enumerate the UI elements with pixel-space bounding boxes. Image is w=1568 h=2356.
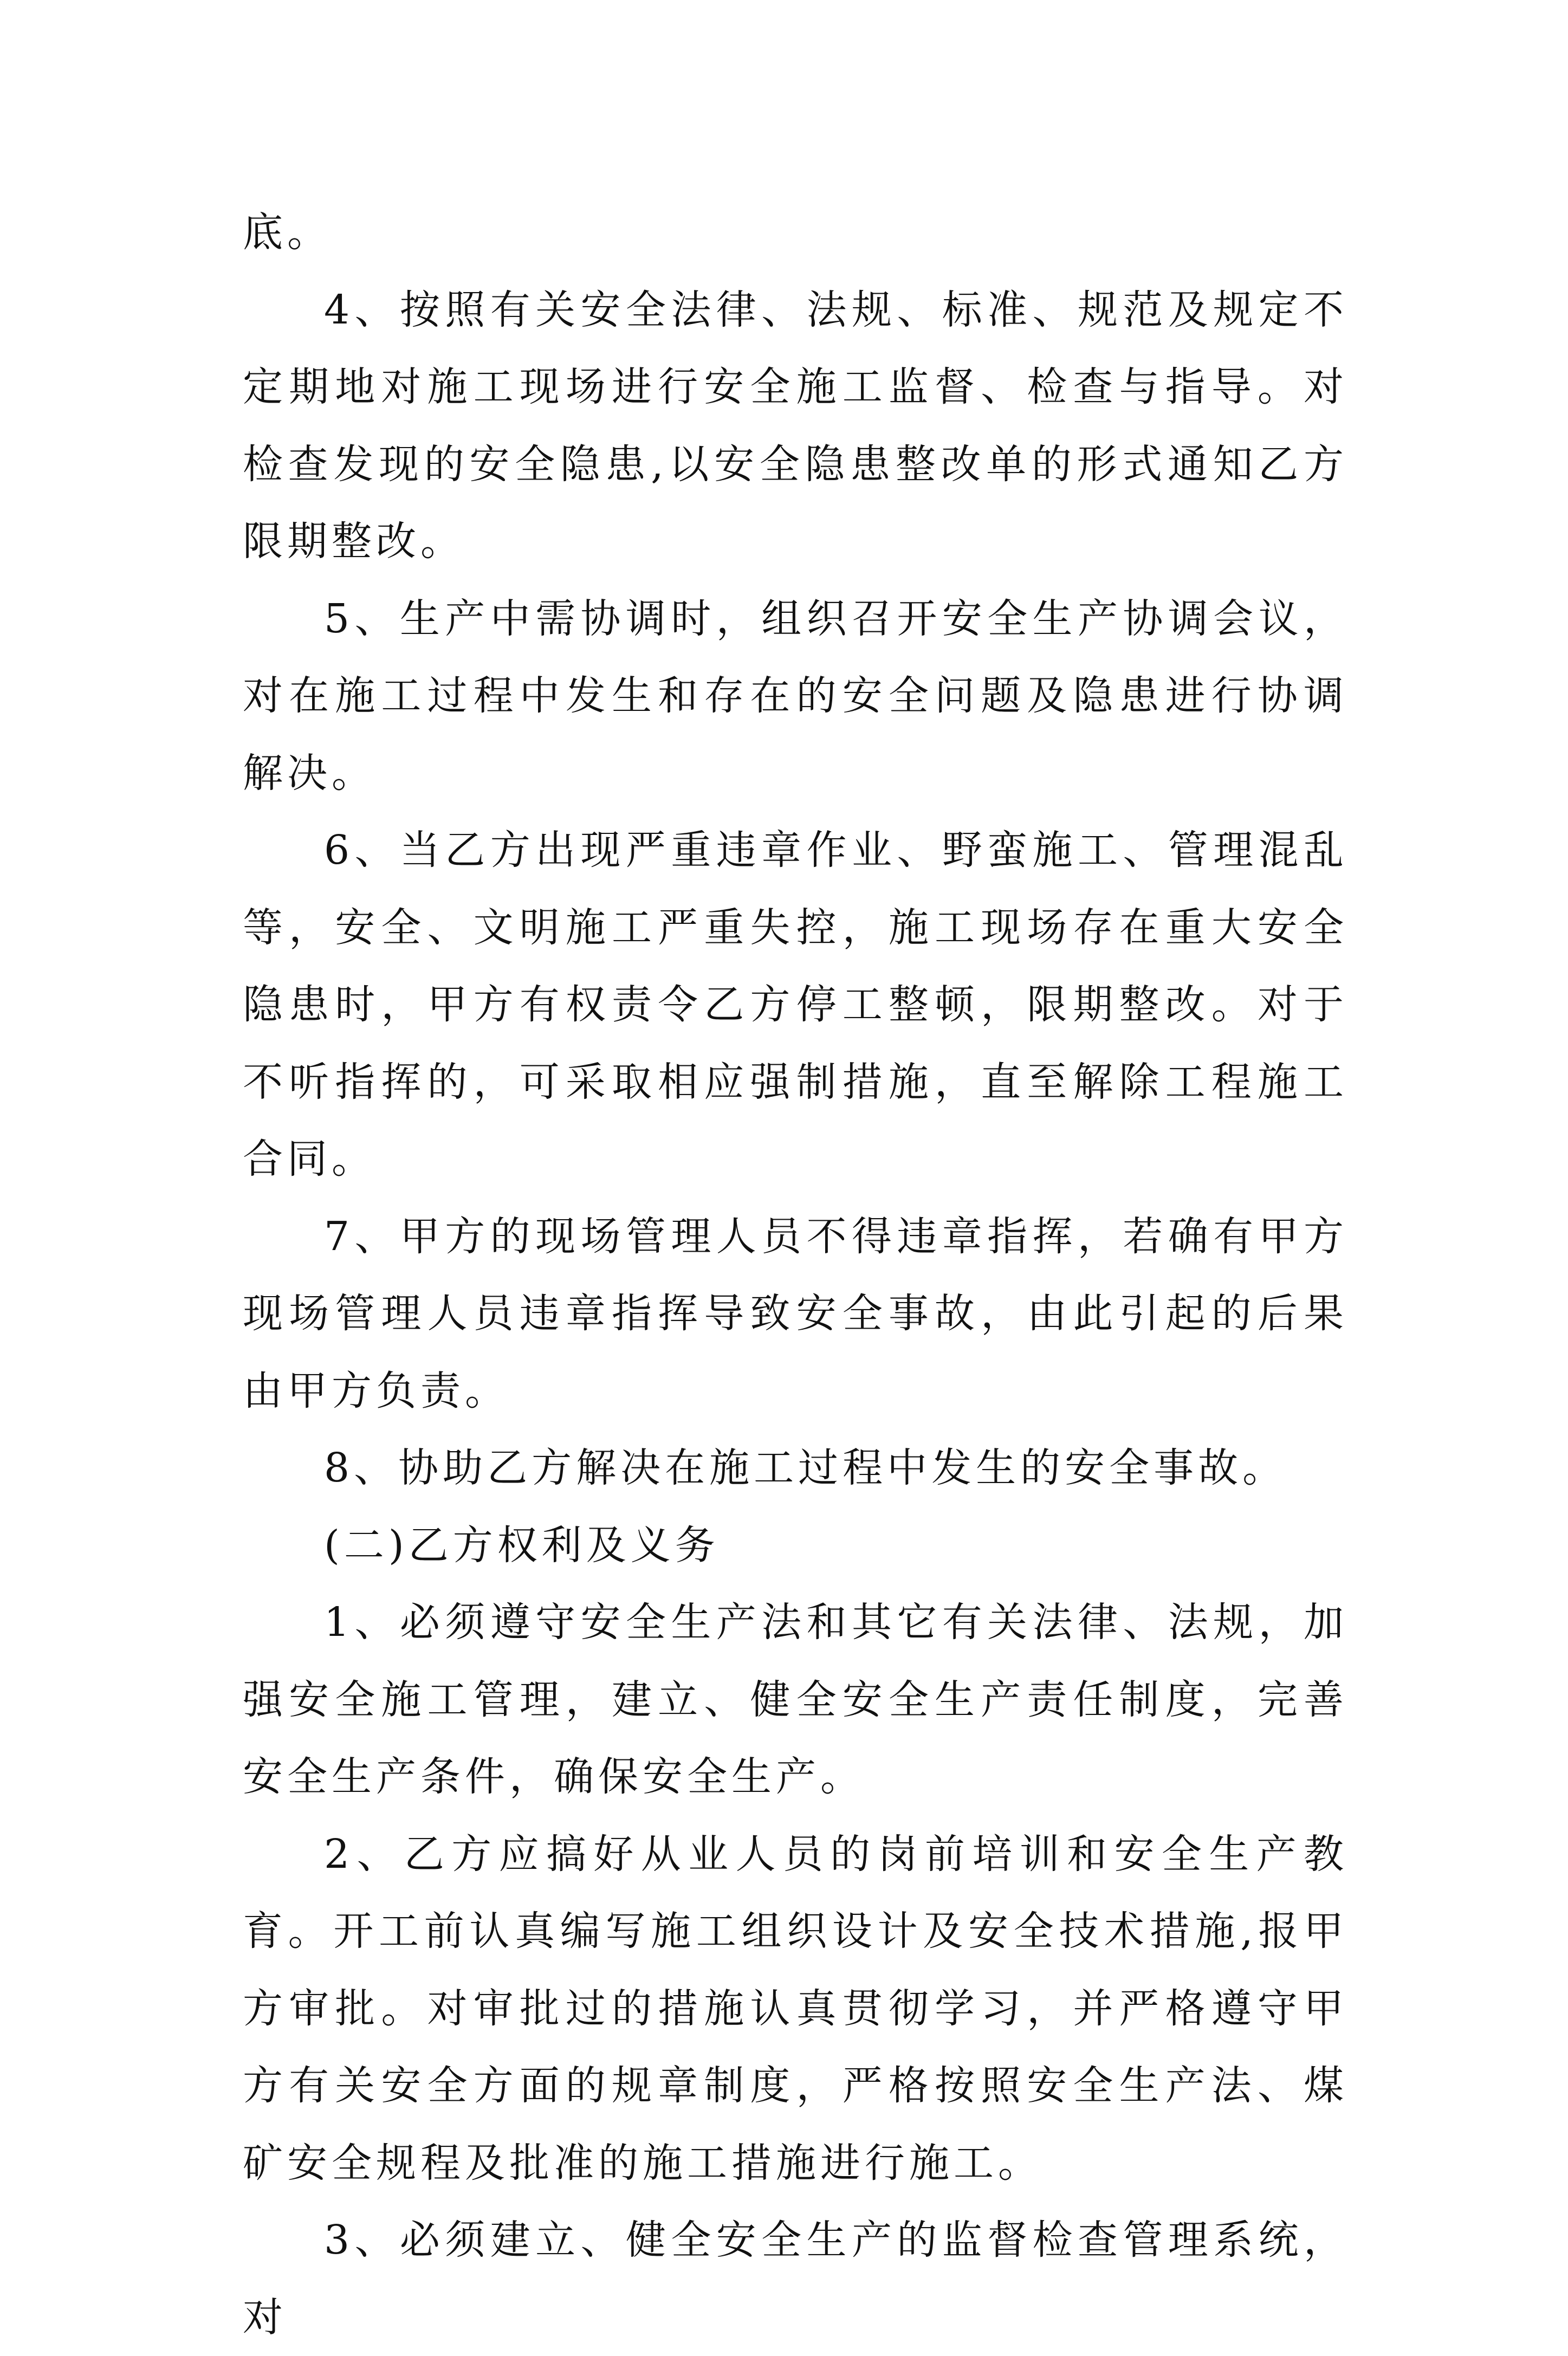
paragraph-b-item-1: 1、必须遵守安全生产法和其它有关法律、法规，加强安全施工管理，建立、健全安全生产责任制度，完善安全生产条件，确保安全生产。 <box>243 1599 1348 1800</box>
paragraph-b-item-3: 3、必须建立、健全安全生产的监督检查管理系统，对 <box>243 2217 1348 2341</box>
paragraph-item-7: 7、甲方的现场管理人员不得违章指挥，若确有甲方现场管理人员违章指挥导致安全事故，由此引起的后果由甲方负责。 <box>243 1213 1348 1414</box>
paragraph-item-8: 8、协助乙方解决在施工过程中发生的安全事故。 <box>324 1445 1287 1491</box>
paragraph-item-4: 4、按照有关安全法律、法规、标准、规范及规定不定期地对施工现场进行安全施工监督、检查与指导。对检查发现的安全隐患,以安全隐患整改单的形式通知乙方限期整改。 <box>243 286 1348 565</box>
paragraph-item-6: 6、当乙方出现严重违章作业、野蛮施工、管理混乱等，安全、文明施工严重失控，施工现场存在重大安全隐患时，甲方有权责令乙方停工整顿，限期整改。对于不听指挥的，可采取相应强制措施，直至解除工程施工合同。 <box>243 827 1348 1182</box>
paragraph-item-5: 5、生产中需协调时，组织召开安全生产协调会议，对在施工过程中发生和存在的安全问题及隐患进行协调解决。 <box>243 595 1348 797</box>
paragraph-continuation: 底。 <box>243 209 332 256</box>
body-text <box>243 194 1348 2356</box>
paragraph-b-item-2: 2、乙方应搞好从业人员的岗前培训和安全生产教育。开工前认真编写施工组织设计及安全技术措施,报甲方审批。对审批过的措施认真贯彻学习，并严格遵守甲方有关安全方面的规章制度，严格按照安全生产法、煤矿安全规程及批准的施工措施进行施工。 <box>243 1830 1348 2186</box>
section-heading-party-b: (二)乙方权利及义务 <box>324 1522 720 1569</box>
